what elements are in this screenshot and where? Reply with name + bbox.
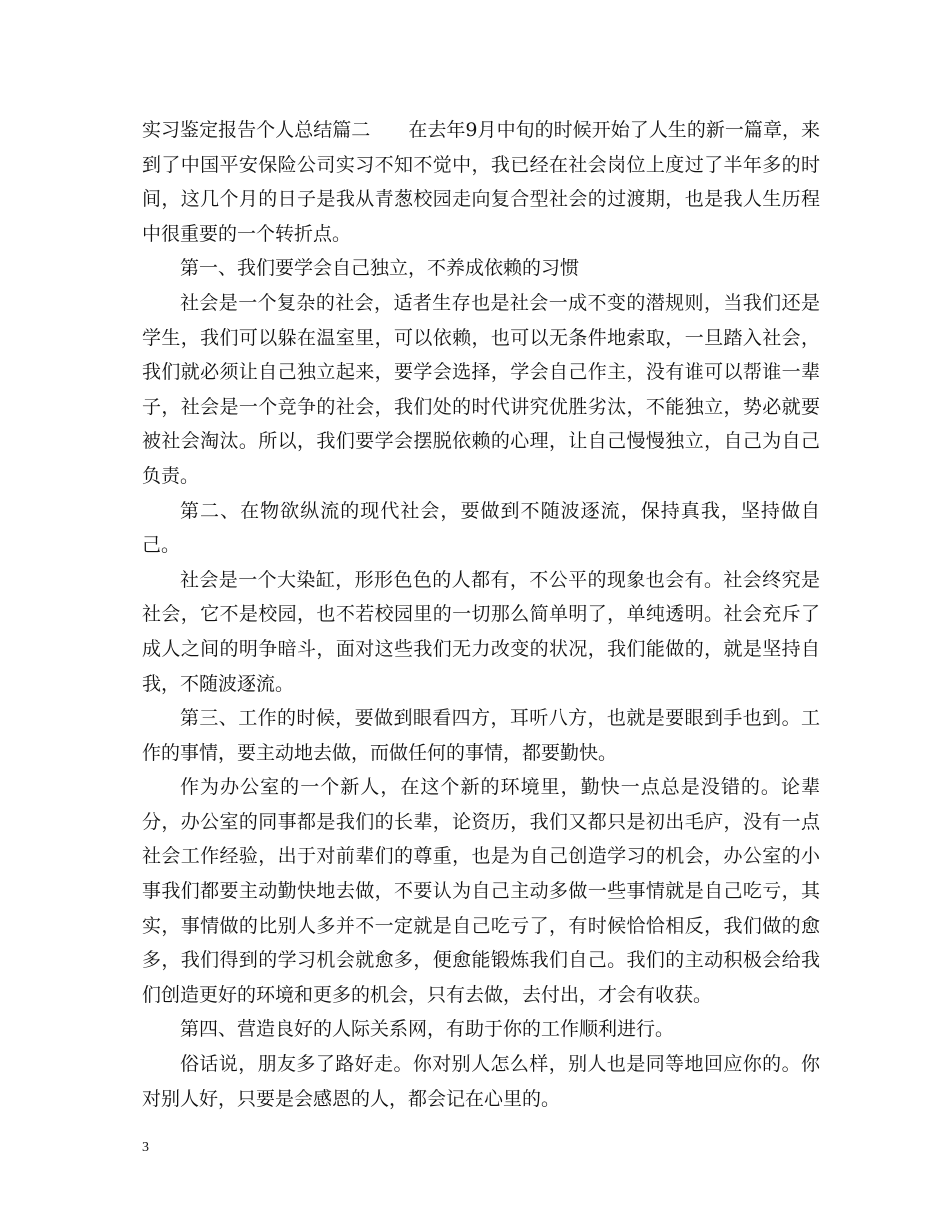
page-number: 3 bbox=[142, 1140, 149, 1155]
document-title: 实习鉴定报告个人总结篇二 bbox=[142, 119, 371, 141]
section-heading-2: 第二、在物欲纵流的现代社会，要做到不随波逐流，保持真我，坚持做自己。 bbox=[142, 499, 820, 557]
section-heading-3: 第三、工作的时候，要做到眼看四方，耳听八方，也就是要眼到手也到。工作的事情，要主动地去做，而做任何的事情，都要勤快。 bbox=[142, 707, 820, 764]
paragraph: 社会是一个大染缸，形形色色的人都有，不公平的现象也会有。社会终究是社会，它不是校园，也不若校园里的一切那么简单明了，单纯透明。社会充斥了成人之间的明争暗斗，面对这些我们无力改变的状况，我们能做的，就是坚持自我，不随波逐流。 bbox=[142, 568, 820, 695]
document-body bbox=[142, 113, 820, 1116]
section-heading-1: 第一、我们要学会自己独立，不养成依赖的习惯 bbox=[180, 257, 580, 280]
paragraph: 作为办公室的一个新人，在这个新的环境里，勤快一点总是没错的。论辈分，办公室的同事都是我们的长辈，论资历，我们又都只是初出毛庐，没有一点社会工作经验，出于对前辈们的尊重，也是为自己创造学习的机会，办公室的小事我们都要主动勤快地去做，不要认为自己主动多做一些事情就是自己吃亏，其实，事情做的比别人多并不一定就是自己吃亏了，有时候恰恰相反，我们做的愈多，我们得到的学习机会就愈多，便愈能锻炼我们自己。我们的主动积极会给我们创造更好的环境和更多的机会，只有去做，去付出，才会有收获。 bbox=[142, 776, 820, 1006]
paragraph: 社会是一个复杂的社会，适者生存也是社会一成不变的潜规则，当我们还是学生，我们可以躲在温室里，可以依赖，也可以无条件地索取，一旦踏入社会，我们就必须让自己独立起来，要学会选择，学会自己作主，没有谁可以帮谁一辈子，社会是一个竞争的社会，我们处的时代讲究优胜劣汰，不能独立，势必就要被社会淘汰。所以，我们要学会摆脱依赖的心理，让自己慢慢独立，自己为自己负责。 bbox=[142, 291, 820, 487]
opening-paragraph bbox=[142, 113, 820, 251]
section-heading-4: 第四、营造良好的人际关系网，有助于你的工作顺利进行。 bbox=[180, 1018, 675, 1041]
paragraph: 俗话说，朋友多了路好走。你对别人怎么样，别人也是同等地回应你的。你对别人好，只要是会感恩的人，都会记在心里的。 bbox=[142, 1053, 820, 1110]
paragraph-text: 在去年9月中旬的时候开始了人生的新一篇章，来到了中国平安保险公司实习不知不觉中，我已经在社会岗位上度过了半年多的时间，这几个月的日子是我从青葱校园走向复合型社会的过渡期，也是我人生历程中很重要的一个转折点。 bbox=[142, 119, 820, 245]
